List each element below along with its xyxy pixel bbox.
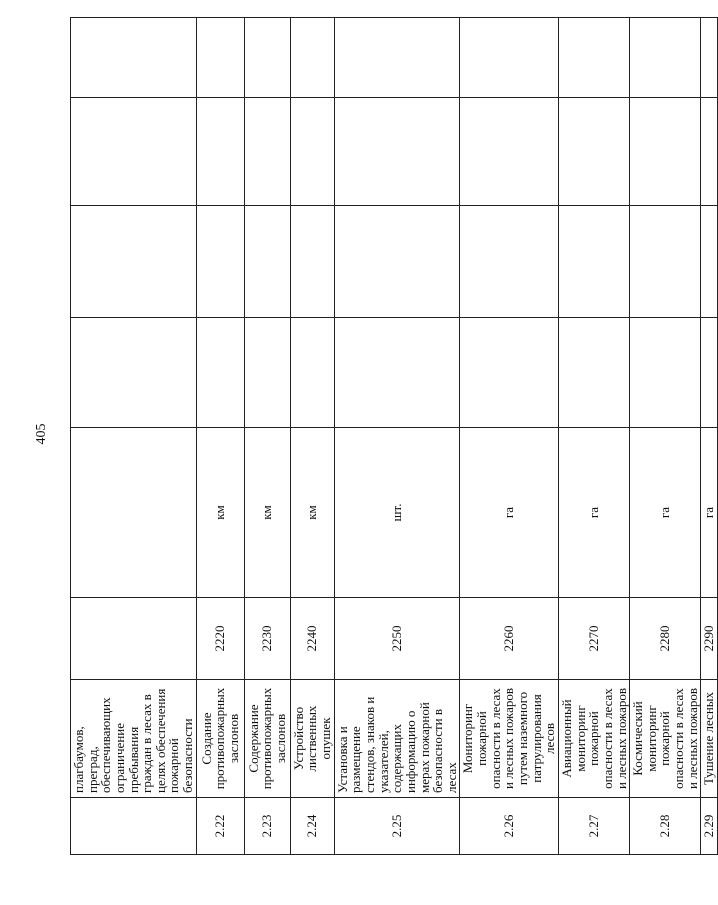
forest-fire-measures-table: [70, 17, 718, 855]
row-number: [71, 798, 197, 855]
empty-cell: [630, 98, 701, 206]
empty-cell: [71, 318, 197, 428]
table-row: [196, 18, 244, 855]
empty-cell: [701, 318, 718, 428]
empty-cell: [334, 318, 460, 428]
row-unit: га: [558, 428, 629, 598]
row-unit: км: [244, 428, 290, 598]
empty-cell: [334, 18, 460, 98]
empty-cell: [196, 318, 244, 428]
empty-cell: [460, 206, 558, 318]
empty-cell: [334, 206, 460, 318]
empty-cell: [71, 98, 197, 206]
empty-cell: [290, 206, 334, 318]
table-row: [244, 18, 290, 855]
table-row: [558, 18, 629, 855]
empty-cell: [244, 98, 290, 206]
row-name: Мониторинг пожарной опасности в лесах и лесных пожаров путем наземного патрулирования лесов: [460, 680, 558, 798]
row-code: 2290: [701, 598, 718, 680]
empty-cell: [71, 18, 197, 98]
table-row: [460, 18, 558, 855]
row-number: 2.26: [460, 798, 558, 855]
row-code: 2260: [460, 598, 558, 680]
empty-cell: [460, 18, 558, 98]
row-number: 2.22: [196, 798, 244, 855]
empty-cell: [701, 98, 718, 206]
table-row: [290, 18, 334, 855]
row-number: 2.24: [290, 798, 334, 855]
row-number: 2.23: [244, 798, 290, 855]
rotated-table-container: [70, 18, 717, 855]
row-name: Установка и размещение стендов, знаков и указателей, содержащих информацию о мерах пожарной безопасности в лесах: [334, 680, 460, 798]
row-code: 2270: [558, 598, 629, 680]
empty-cell: [290, 18, 334, 98]
row-number: 2.25: [334, 798, 460, 855]
empty-cell: [701, 18, 718, 98]
table-row: [71, 18, 197, 855]
row-number: 2.29: [701, 798, 718, 855]
row-name: Создание противопожарных заслонов: [196, 680, 244, 798]
table-row: [630, 18, 701, 855]
empty-cell: [558, 98, 629, 206]
empty-cell: [290, 98, 334, 206]
row-unit: км: [290, 428, 334, 598]
empty-cell: [244, 18, 290, 98]
empty-cell: [196, 206, 244, 318]
empty-cell: [558, 206, 629, 318]
row-code: [71, 598, 197, 680]
empty-cell: [244, 206, 290, 318]
row-code: 2230: [244, 598, 290, 680]
table-row: [701, 18, 718, 855]
empty-cell: [558, 318, 629, 428]
empty-cell: [196, 18, 244, 98]
row-unit: га: [460, 428, 558, 598]
row-name: Тушение лесных: [701, 680, 718, 798]
row-code: 2280: [630, 598, 701, 680]
empty-cell: [701, 206, 718, 318]
row-unit: га: [630, 428, 701, 598]
empty-cell: [244, 318, 290, 428]
empty-cell: [71, 206, 197, 318]
row-name: Устройство лиственных опушек: [290, 680, 334, 798]
row-name: Космический мониторинг пожарной опасности в лесах и лесных пожаров: [630, 680, 701, 798]
page-number: 405: [34, 423, 49, 445]
empty-cell: [630, 318, 701, 428]
row-unit: [71, 428, 197, 598]
empty-cell: [290, 318, 334, 428]
row-name: плагбаумов, преград, обеспечивающих ограничение пребывания граждан в лесах в целях обеспечения пожарной безопасности: [71, 680, 197, 798]
row-number: 2.28: [630, 798, 701, 855]
row-number: 2.27: [558, 798, 629, 855]
empty-cell: [460, 318, 558, 428]
row-name: Содержание противопожарных заслонов: [244, 680, 290, 798]
empty-cell: [630, 206, 701, 318]
row-code: 2240: [290, 598, 334, 680]
empty-cell: [334, 98, 460, 206]
empty-cell: [460, 98, 558, 206]
row-unit: км: [196, 428, 244, 598]
empty-cell: [558, 18, 629, 98]
table-row: [334, 18, 460, 855]
row-unit: шт.: [334, 428, 460, 598]
empty-cell: [630, 18, 701, 98]
row-code: 2250: [334, 598, 460, 680]
row-code: 2220: [196, 598, 244, 680]
empty-cell: [196, 98, 244, 206]
row-name: Авиационный мониторинг пожарной опасности в лесах и лесных пожаров: [558, 680, 629, 798]
row-unit: га: [701, 428, 718, 598]
